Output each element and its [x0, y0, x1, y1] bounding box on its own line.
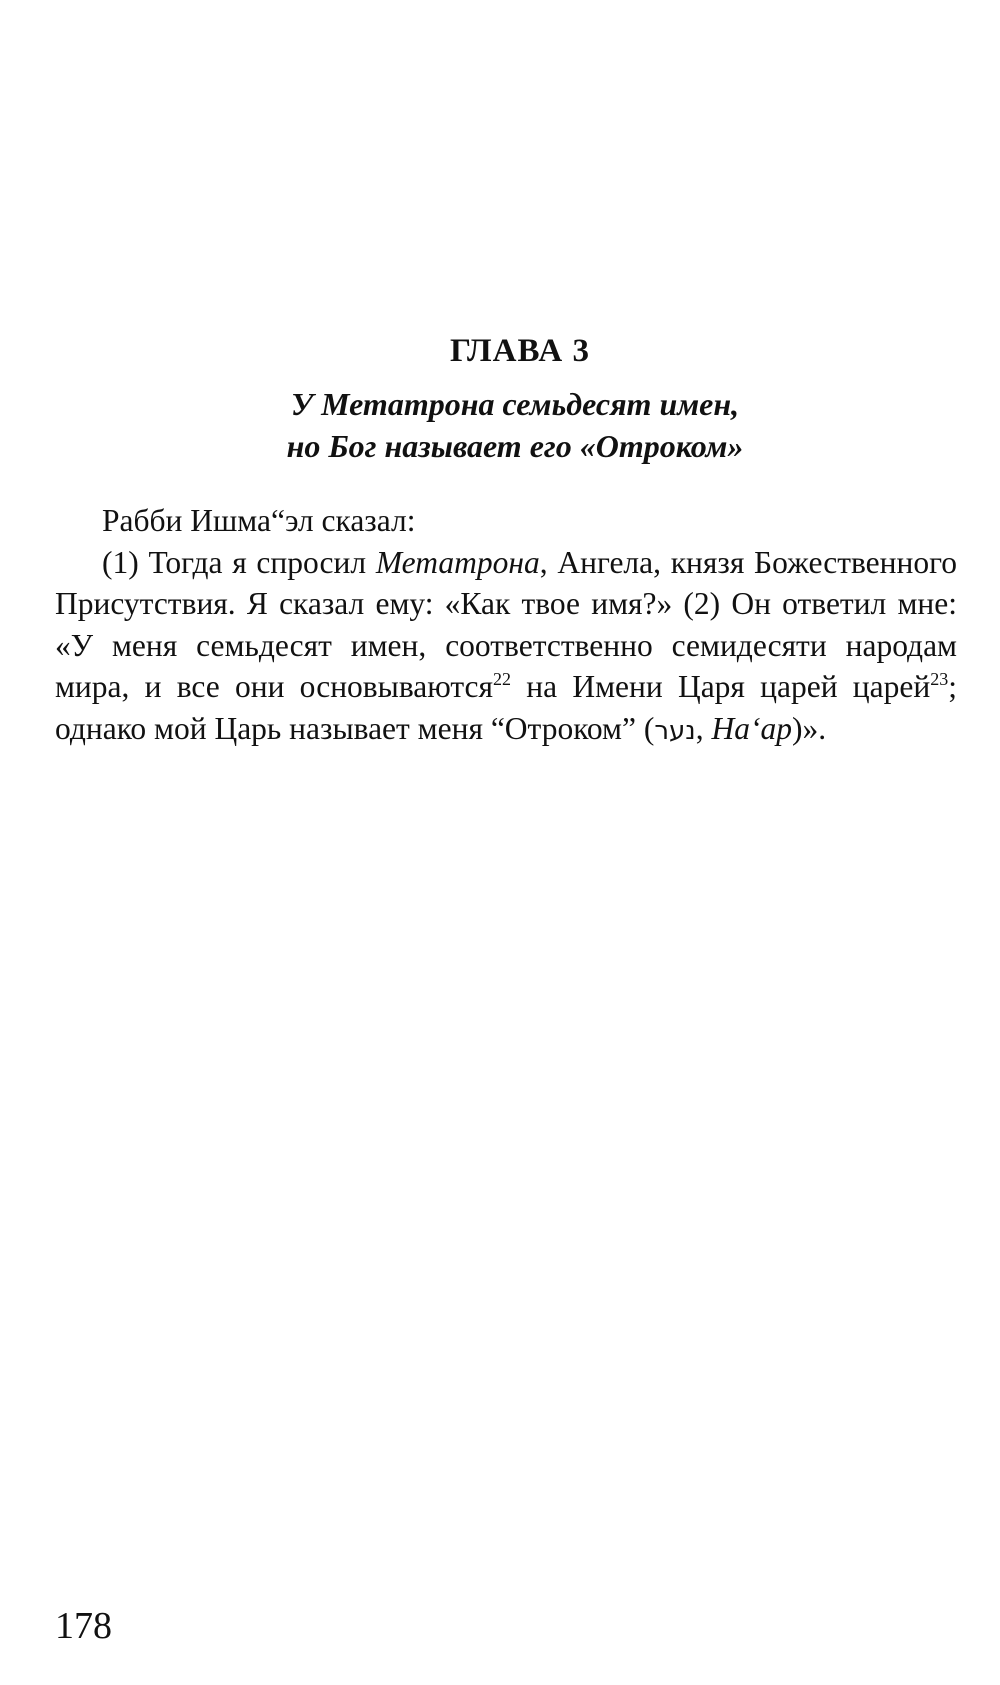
footnote-ref-22[interactable]: 22 — [493, 669, 512, 689]
paragraph-1-part-4: ; однако мой Царь называет меня “Отроком” ( — [55, 669, 957, 746]
paragraph-1-part-3: на Имени Царя царей царей — [511, 669, 931, 704]
paragraph-1-part-1: (1) Тогда я спросил — [102, 544, 376, 580]
paragraph-1-part-5: , — [695, 710, 712, 746]
page-number: 178 — [55, 1605, 112, 1647]
chapter-title: ГЛАВА 3 — [450, 333, 590, 369]
chapter-subtitle — [0, 383, 1000, 467]
body-text — [55, 500, 957, 752]
hebrew-word: נער — [654, 715, 696, 746]
metatron-name: Метатрона — [375, 544, 540, 580]
footnote-ref-23[interactable]: 23 — [930, 669, 949, 689]
paragraph-1-part-2: , Ангела, князя Божественного Присутствия. Я сказал ему: «Как твое имя?» (2) Он ответил мне: «У меня семьдесят имен, соответственно семидесяти народам мира, и все они основываются — [55, 544, 957, 704]
subtitle-line-1: У Метатрона семьдесят имен, — [290, 386, 740, 422]
paragraph-1-part-6: )». — [791, 710, 827, 746]
transliteration: На‘ар — [711, 710, 792, 746]
paragraph-1 — [55, 542, 957, 753]
subtitle-line-2: но Бог называет его «Отроком» — [286, 428, 744, 464]
intro-paragraph: Рабби Ишма“эл сказал: — [102, 503, 416, 538]
